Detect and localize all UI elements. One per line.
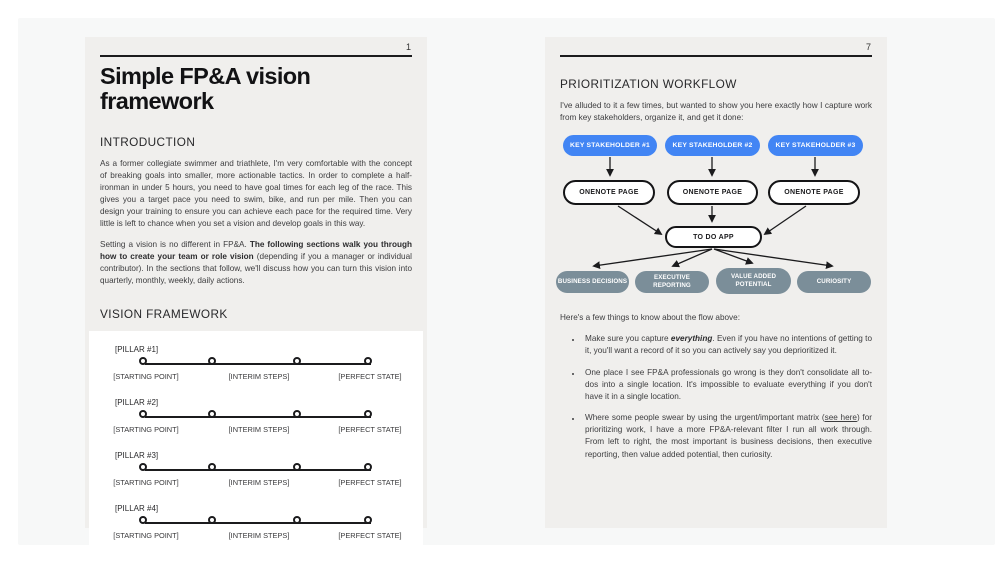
pillar-timeline (89, 462, 423, 477)
perfect-state-label: [PERFECT STATE] (338, 372, 402, 382)
header-rule (100, 55, 412, 57)
viewer-surface (18, 18, 995, 545)
section-heading-prioritization-workflow: PRIORITIZATION WORKFLOW (560, 77, 737, 91)
pillar-row-4 (89, 503, 423, 541)
section-heading-introduction: INTRODUCTION (100, 134, 196, 149)
interim-steps-label: [INTERIM STEPS] (228, 372, 290, 382)
todo-app-pill: TO DO APP (665, 226, 762, 248)
perfect-state-label: [PERFECT STATE] (338, 425, 402, 435)
onenote-page-pill-2: ONENOTE PAGE (667, 180, 758, 205)
list-item (582, 412, 872, 460)
filter-pill-executive-reporting: EXECUTIVE REPORTING (635, 271, 709, 293)
pillar-label: [PILLAR #3] (115, 451, 159, 461)
stakeholder-pill-1: KEY STAKEHOLDER #1 (563, 135, 657, 156)
section-heading-vision-framework: VISION FRAMEWORK (100, 307, 228, 322)
pillar-label: [PILLAR #4] (115, 504, 159, 514)
stakeholder-pill-3: KEY STAKEHOLDER #3 (768, 135, 863, 156)
starting-point-label: [STARTING POINT] (113, 372, 179, 382)
pillar-timeline (89, 409, 423, 424)
flow-outro-paragraph: Here's a few things to know about the flow above: (560, 313, 740, 323)
timeline-line (145, 469, 371, 471)
starting-point-label: [STARTING POINT] (113, 425, 179, 435)
pillar-row-3 (89, 450, 423, 488)
flow-notes-list (569, 333, 872, 460)
perfect-state-label: [PERFECT STATE] (338, 531, 402, 541)
timeline-line (145, 416, 371, 418)
prioritization-flowchart (555, 132, 875, 300)
pillar-label: [PILLAR #1] (115, 345, 159, 355)
perfect-state-label: [PERFECT STATE] (338, 478, 402, 488)
page-1 (85, 37, 427, 541)
page-7 (545, 37, 887, 528)
interim-steps-label: [INTERIM STEPS] (228, 531, 290, 541)
vision-framework-box (89, 331, 423, 551)
workflow-intro-paragraph: I've alluded to it a few times, but wanted to show you here exactly how I capture work from key stakeholders, organize it, and get it done: (560, 101, 872, 123)
starting-point-label: [STARTING POINT] (113, 531, 179, 541)
timeline-line (145, 522, 371, 524)
intro-p2-post: (depending if you a manager or individual contributor). In the sections that follow, we'll discuss how you can turn this vision into quarterly, monthly, weekly, daily actions. (100, 252, 412, 286)
pillar-row-2 (89, 397, 423, 435)
starting-point-label: [STARTING POINT] (113, 478, 179, 488)
pillar-timeline (89, 356, 423, 371)
page-number: 1 (405, 42, 411, 52)
intro-paragraph-1: As a former collegiate swimmer and triathlete, I'm very comfortable with the concept of breaking goals into smaller, more actionable tactics. In order to complete a half-ironman in under 5 hours, you need to have goal times for each leg of the race. This gives you a target pace you need to swim, bike, and run per mile. Then you can design your training to ensure you can achieve each pace for the required time. Very little is left to chance when you set a vision and develop goals in this way. (100, 158, 412, 228)
see-here-link[interactable]: see here (824, 413, 857, 423)
bullet-3-pre: Where some people swear by using the urgent/important matrix ( (585, 413, 825, 423)
timeline-line (145, 363, 371, 365)
pillar-row-1 (89, 344, 423, 382)
filter-pill-business-decisions: BUSINESS DECISIONS (556, 271, 629, 293)
filter-pill-curiosity: CURIOSITY (797, 271, 871, 293)
filter-pill-value-added-potential: VALUE ADDED POTENTIAL (716, 268, 791, 294)
bullet-1-pre: Make sure you capture (585, 334, 671, 344)
stakeholder-pill-2: KEY STAKEHOLDER #2 (665, 135, 760, 156)
document-title: Simple FP&A vision framework (100, 63, 311, 115)
pillar-label: [PILLAR #2] (115, 398, 159, 408)
interim-steps-label: [INTERIM STEPS] (228, 425, 290, 435)
onenote-page-pill-3: ONENOTE PAGE (768, 180, 860, 205)
intro-p2-pre: Setting a vision is no different in FP&A. (100, 240, 250, 250)
header-rule (560, 55, 872, 57)
bullet-2-text: One place I see FP&A professionals go wrong is they don't consolidate all to-dos into a single location. It's impossible to evaluate everything if you don't have it in a single location. (585, 367, 872, 401)
intro-paragraph-2 (100, 239, 412, 287)
list-item (582, 367, 872, 403)
page-number: 7 (865, 42, 871, 52)
pillar-timeline (89, 515, 423, 530)
bullet-1-emphasis: everything (670, 334, 713, 344)
list-item (582, 333, 872, 357)
interim-steps-label: [INTERIM STEPS] (228, 478, 290, 488)
bullet-3-post: ) for prioritizing work, I have a more FP&A-relevant filter I run all work through. From left to right, the most important is business decisions, then executive reporting, then value added potential, then curiosity. (585, 413, 872, 459)
bullet-1-post: . Even if you have no intentions of getting to it, you'll want a record of it so you can actively say you deprioritized it. (585, 334, 872, 356)
onenote-page-pill-1: ONENOTE PAGE (563, 180, 655, 205)
intro-p2-bold: The following sections walk you through how to create your team or role vision (100, 240, 412, 262)
